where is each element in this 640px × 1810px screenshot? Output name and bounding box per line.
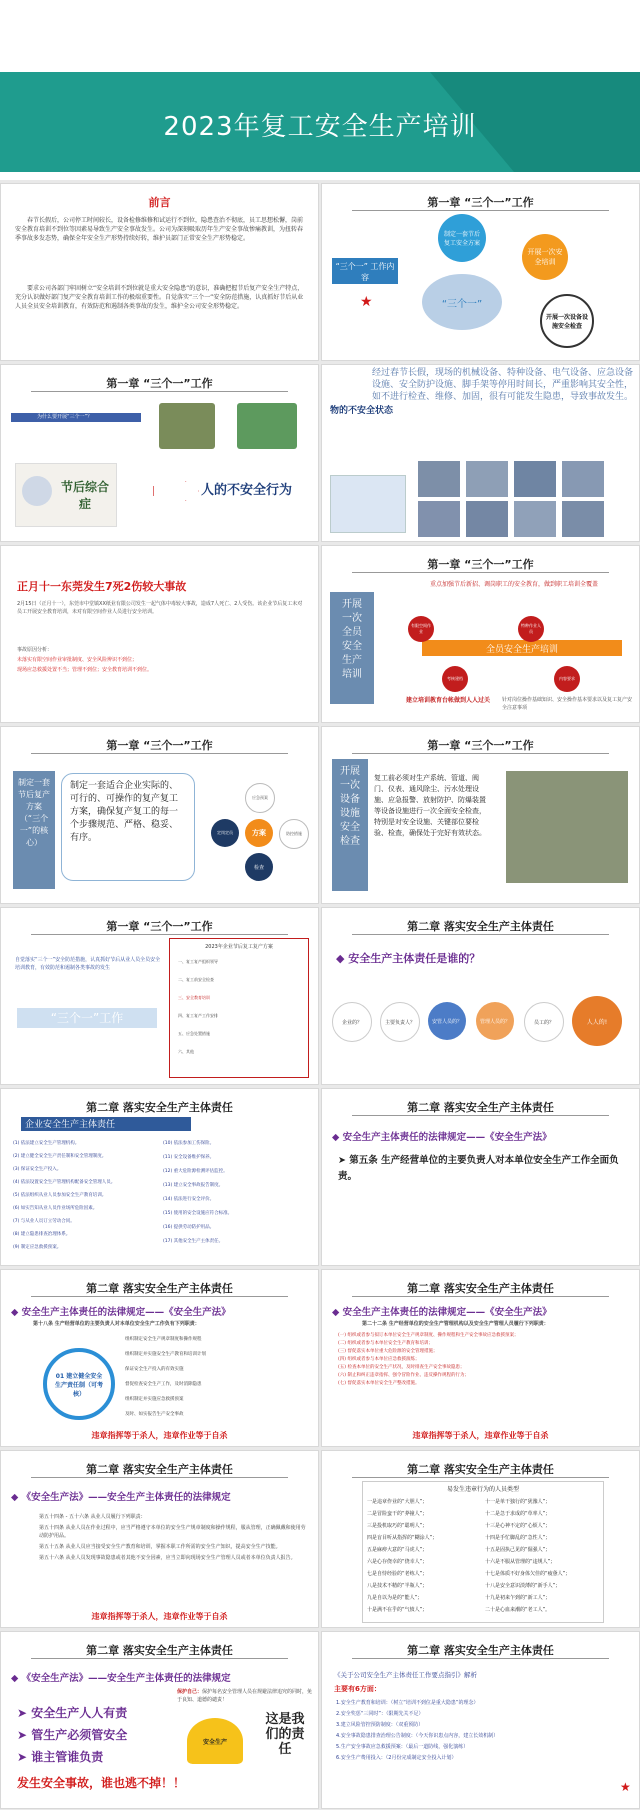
slide-title: 第二章 落实安全生产主体责任: [407, 1282, 554, 1295]
node-confined-space: [408, 616, 434, 642]
list-item: (3) 保证安全生产投入。: [13, 1167, 62, 1172]
training-top-note: 重点加强节后新招、调岗职工的安全教育，做到职工培训全覆盖: [430, 581, 599, 588]
slide-preface: [0, 183, 319, 361]
slide-enterprise-responsibility: [0, 1088, 319, 1266]
violator-item: 十八是安全意识淡薄的“新手人”；: [485, 1583, 561, 1589]
principle-3: ➤ 谁主管谁负责: [17, 1750, 104, 1764]
slide-accident-case: [0, 545, 319, 723]
plan-center-label: 方案: [252, 829, 266, 837]
slide-whose-responsibility: [321, 907, 640, 1085]
violator-item: 十七是体质不好身体欠佳的“疲惫人”；: [485, 1571, 571, 1577]
training-bottom-right: 针对岗位操作基础知识、安全操作基本要求以及复工复产安全注意事项: [502, 697, 633, 711]
slide-violator-types: [321, 1450, 640, 1628]
violator-item: 五是麻痹大意的“马虎人”；: [367, 1547, 428, 1553]
node-label: 特种作业人员: [521, 623, 541, 634]
arrow-icon: [153, 481, 199, 501]
list-item: (15) 使用的安全设施应符合标准。: [163, 1211, 233, 1216]
sleeping-figure: [22, 476, 52, 506]
slide-three-ones-overview: [321, 183, 640, 361]
node-label: 有限空间作业: [411, 623, 431, 634]
protect-note-head: 保护自己：: [177, 1689, 203, 1695]
slide-title: 第二章 落实安全生产主体责任: [407, 1463, 554, 1476]
slide-title: 第二章 落实安全生产主体责任: [86, 1101, 233, 1114]
title-rule: [31, 1477, 288, 1478]
syndrome-label: 节后综合症: [60, 480, 109, 511]
violator-item: 三是投机取巧的“聪明人”；: [367, 1523, 428, 1529]
guideline-item: 4.安全事故隐患排查治理公告制度：（今天你识患点内容，建立长效机制）: [336, 1733, 499, 1739]
violator-item: 四是盲目听从指挥的“糊涂人”；: [367, 1535, 438, 1541]
plan-center: [245, 819, 273, 847]
principle-text: 谁主管谁负责: [31, 1750, 104, 1764]
title-rule: [352, 753, 609, 754]
training-side-label: 开展一次全员安全生产培训: [330, 592, 374, 704]
list-item: (1) 依法建立安全生产管理机构。: [13, 1141, 80, 1146]
violator-item: 九是自以为是的“能人”；: [367, 1595, 423, 1601]
plan-circle: [438, 214, 486, 262]
plan-node-label: 防控措施: [286, 831, 302, 836]
doc-line-5: 五、应急处置措施: [178, 1031, 210, 1036]
slide-law-employees: [0, 1450, 319, 1628]
duty-item: 组织制定并实施应急救援预案: [125, 1397, 184, 1402]
why-banner: 为什么要开展“三个一”？: [11, 413, 141, 422]
guideline-item: 1.安全生产教育和培训：（树立“培训不到位是重大隐患”的理念）: [336, 1700, 479, 1706]
unsafe-behavior-label: 人的不安全行为: [201, 483, 293, 498]
list-item: 第五十五条 从业人员应当接受安全生产教育和培训，掌握本职工作所需的安全生产知识，提高安全生产技能。: [39, 1544, 281, 1550]
violator-item: 二是冒险蛮干的“莽撞人”；: [367, 1511, 428, 1517]
responsibility-system-label: 01 建立健全安全生产责任制（可考核）: [54, 1372, 103, 1398]
plan-node-measures: [279, 819, 309, 849]
duty-item: 督促检查安全生产工作，及时消除隐患: [125, 1382, 202, 1387]
option-label: 人人的!: [586, 1018, 608, 1026]
slide-title: 第二章 落实安全生产主体责任: [86, 1644, 233, 1657]
option-label: 员工的？: [533, 1019, 554, 1026]
protect-note-body: 保护每名安全管理人员在规避法律追究的同时，免于良知、道德的谴责！: [177, 1689, 313, 1703]
doc-line-3: 三、安全教育培训: [178, 995, 210, 1000]
principle-text: 安全生产人人有责: [31, 1706, 128, 1720]
guideline-item: 5.生产安全事故应急救援预案：（最后一道防线，强化演练）: [336, 1744, 469, 1750]
slide-why-three-ones: [0, 364, 319, 542]
violator-left-column: [367, 1496, 483, 1616]
plan-node-emergency: [245, 783, 275, 813]
slide-inspection: [321, 726, 640, 904]
worker-photo-5: [418, 501, 460, 537]
worker-photo-1: [418, 461, 460, 497]
slide-title: 第一章 “三个一”工作: [427, 558, 534, 571]
list-item: 第五十四条 从业人员在作业过程中，应当严格遵守本单位的安全生产规章制度和操作规程，服从管理，正确佩戴和使用劳动防护用品。: [39, 1525, 306, 1539]
slide-title: 第一章 “三个一”工作: [106, 920, 213, 933]
inspection-side-label: 开展一次设备设施安全检查: [332, 759, 368, 891]
list-item: (7) 与从业人员订立劳动合同。: [13, 1219, 75, 1224]
list-item: (16) 提供劳动防护用品。: [163, 1225, 215, 1230]
mahjong-image: [237, 403, 297, 449]
list-item: (六) 制止和纠正违章指挥、强令冒险作业、违反操作规程的行为；: [338, 1373, 469, 1378]
slide-title: 第二章 落实安全生产主体责任: [407, 1644, 554, 1657]
doc-line-4: 四、复工复产工作安排: [178, 1013, 218, 1018]
title-rule: [352, 572, 609, 573]
law-heading: ◆ 《安全生产法》——安全生产主体责任的法律规定: [11, 1673, 231, 1684]
title-rule: [352, 210, 609, 211]
guideline-intro: 《关于公司安全生产主体责任工作要点指引》解析: [334, 1671, 477, 1679]
law-heading-text: 安全生产主体责任的法律规定——《安全生产法》: [342, 1132, 552, 1143]
slide-training: [321, 545, 640, 723]
preface-paragraph-1: 春节长假后，公司停工时间较长，设备检修维修和试运行不到位，隐患查治不彻底，员工思想松懈，岗前安全教育培训不到位等因素易导致生产安全事故发生。公司为深刻吸取历年生产安全事故惨痛教训，为扭转春季事故多发态势，确保全年安全生产形势持续好转，维护员部门正常安全生产形势稳定。: [15, 217, 304, 242]
violator-item: 十一是单干独行的“犹豫人”；: [485, 1499, 551, 1505]
option-manager: [476, 1002, 514, 1040]
center-circle: [422, 274, 502, 330]
list-item: (17) 其他安全生产主体责任。: [163, 1239, 224, 1244]
violator-item: 十三是心神不定的“心烦人”；: [485, 1523, 551, 1529]
slogan: 违章指挥等于杀人，违章作业等于自杀: [412, 1431, 549, 1440]
violator-item: 二十是心血来潮的“老工人”。: [485, 1607, 551, 1613]
law-heading-text: 《安全生产法》——安全生产主体责任的法律规定: [21, 1492, 231, 1503]
question-heading: ◆ 安全生产主体责任是谁的？: [336, 952, 481, 965]
title-rule: [31, 753, 288, 754]
doc-line-2: 二、复工前安全检查: [178, 977, 214, 982]
violator-item: 十二是急于求成的“草率人”；: [485, 1511, 551, 1517]
node-label: 考核建档: [447, 676, 463, 681]
list-item: (12) 重大危险源检测评估监控。: [163, 1169, 228, 1174]
article-5: ➤ 第五条 生产经营单位的主要负责人对本单位安全生产工作全面负责。: [338, 1155, 619, 1182]
slide-plan: [0, 726, 319, 904]
slide-law-article-18: [0, 1269, 319, 1447]
violator-item: 一是违章作业的“大胆人”；: [367, 1499, 428, 1505]
training-center-label: 全员安全生产培训: [485, 645, 558, 655]
cause-1: 未落实有限空间作业审批制度、安全风险辨识不到位；: [17, 657, 138, 663]
option-safety-officer: [428, 1002, 466, 1040]
doc-title: 2023年企业节后复工复产方案: [205, 944, 273, 950]
slide-title: 第二章 落实安全生产主体责任: [86, 1282, 233, 1295]
plan-node-check: [245, 853, 273, 881]
star-icon: ★: [620, 1780, 631, 1794]
node-label: 内容要求: [559, 676, 575, 681]
violator-item: 七是自恃经验的“老练人”；: [367, 1571, 428, 1577]
guideline-subhead: 主要有6方面：: [334, 1685, 381, 1693]
training-circle: [522, 234, 568, 280]
option-principal: [380, 1002, 420, 1042]
plan-side-label: 制定一套节后复产方案（“三个一”的核心）: [13, 771, 55, 889]
right-list: [163, 1137, 309, 1249]
warning-footer: 发生安全事故，谁也逃不掉！！: [17, 1776, 186, 1790]
doc-line-1: 一、复工复产组织领导: [178, 959, 218, 964]
list-item: (14) 依法进行安全评价。: [163, 1197, 215, 1202]
list-item: (8) 建立隐患排查治理体系。: [13, 1232, 71, 1237]
option-enterprise: [332, 1002, 372, 1042]
inspection-body: 复工前必须对生产系统、管道、阀门、仪表、通风除尘、污水处理设施、应急报警、放射防护、防爆装置等设备设施进行一次全面安全检查，特别是对安全设施、关键部位要检验、检查，确保处于完好有效状态。: [374, 774, 486, 837]
question-text: 安全生产主体责任是谁的？: [348, 952, 481, 965]
cover-slide: [0, 0, 640, 180]
node-special-workers: [518, 616, 544, 642]
slide-guideline-analysis: [321, 1631, 640, 1809]
violator-item: 八是技术不精的“半瓶人”；: [367, 1583, 428, 1589]
safety-helmet-icon: [187, 1718, 243, 1764]
cause-heading: 事故原因分析：: [17, 647, 53, 653]
violator-item: 十五是固执己见的“倔强人”；: [485, 1547, 551, 1553]
option-everyone: [572, 996, 622, 1046]
slide-title: 第一章 “三个一”工作: [106, 739, 213, 752]
slide-unsafe-state: [321, 364, 640, 542]
slogan: 违章指挥等于杀人，违章作业等于自杀: [91, 1431, 228, 1440]
left-list: [13, 1137, 153, 1254]
plan-node-label: 应急预案: [252, 795, 268, 800]
law-heading-text: 安全生产主体责任的法律规定——《安全生产法》: [21, 1307, 231, 1318]
plan-node-label: 定岗定员: [217, 830, 233, 835]
list-item: (七) 督促落实本单位安全生产整改措施。: [338, 1381, 420, 1386]
preface-paragraph-2: 要求公司各部门牢固树立“安全培训不到位就是重大安全隐患”的意识，准确把握节后复产安全生产特点，充分认识做好部门复产安全教育培训工作的极端重要性。自觉落实“三个一”安全防范措施，认真抓好节后从业人员全员安全培训教育，有效防范和遏制各类事故的发生，维护全公司安全形势稳定。: [15, 285, 304, 310]
plan-node-label: 检查: [253, 864, 264, 871]
plan-document: [169, 938, 309, 1078]
list-item: (10) 依法参加工伤保险。: [163, 1141, 215, 1146]
list-item: (13) 建立安全事故报告制度。: [163, 1183, 224, 1188]
protect-note: [177, 1688, 313, 1704]
inspection-label: 开展一次设备设施安全检查: [545, 314, 588, 330]
inspection-circle: [540, 294, 594, 348]
law-heading-text: 安全生产主体责任的法律规定——《安全生产法》: [342, 1307, 552, 1318]
duties-list: [125, 1332, 311, 1422]
slide-title: 第二章 落实安全生产主体责任: [407, 1101, 554, 1114]
worker-photo-8: [562, 501, 604, 537]
guideline-list: [336, 1698, 622, 1764]
principle-1: ➤ 安全生产人人有责: [17, 1706, 128, 1720]
law-heading: ◆ 《安全生产法》——安全生产主体责任的法律规定: [11, 1492, 231, 1503]
list-item: 第五十四条 - 五十六条 从业人员履行下列职责：: [39, 1514, 146, 1520]
law-heading: ◆ 安全生产主体责任的法律规定——《安全生产法》: [11, 1307, 231, 1318]
violator-right-column: [485, 1496, 601, 1616]
slogan: 违章指挥等于杀人，违章作业等于自杀: [91, 1612, 228, 1621]
accident-heading: 正月十一东莞发生7死2伤较大事故: [17, 580, 187, 593]
inspection-photo: [506, 771, 628, 883]
principle-text: 管生产必须管安全: [31, 1728, 128, 1742]
node-content: [554, 666, 580, 692]
responsibility-header: 企业安全生产主体责任: [21, 1117, 191, 1131]
cover-title: 2023年复工安全生产培训: [163, 112, 477, 142]
title-rule: [352, 1296, 609, 1297]
responsibility-system-circle: [43, 1348, 115, 1420]
cause-2: 现场应急救援处置不当；管理不到位；安全教育培训不到位。: [17, 667, 153, 673]
option-label: 主要负责人？: [385, 1019, 416, 1026]
crowd-image: [159, 403, 215, 449]
title-rule: [352, 1658, 609, 1659]
violator-item: 十六是不服从管理的“违规人”；: [485, 1559, 556, 1565]
training-bottom-left: 建立培训教育台帐做到人人过关: [406, 697, 491, 704]
slide-title: 第二章 落实安全生产主体责任: [86, 1463, 233, 1476]
worker-photo-6: [466, 501, 508, 537]
title-rule: [352, 934, 609, 935]
worker-photo-3: [514, 461, 556, 497]
violator-item: 六是心存侥幸的“侥幸人”；: [367, 1559, 428, 1565]
violator-table: [362, 1481, 604, 1623]
plan-node-post: [211, 819, 239, 847]
unsafe-state-prefix: 物的不安全状态: [330, 403, 393, 416]
slide-law-article-5: [321, 1088, 640, 1266]
list-item: 第五十六条 从业人员发现事故隐患或者其他不安全因素，应当立即向现场安全生产管理人员或者本单位负责人报告。: [39, 1555, 296, 1561]
title-rule: [31, 1658, 288, 1659]
list-item: (11) 安全设备维护保养。: [163, 1155, 215, 1160]
helmet-label: 安全生产: [202, 1738, 227, 1746]
list-item: (二) 组织或者参与本单位安全生产教育和培训；: [338, 1341, 433, 1346]
list-item: (9) 制定应急救援预案。: [13, 1245, 62, 1250]
list-item: (一) 组织或者参与拟订本单位安全生产规章制度、操作规程和生产安全事故应急救援预案；: [338, 1333, 519, 1338]
violator-item: 十是满不在乎的“气愤人”；: [367, 1607, 428, 1613]
title-rule: [352, 1477, 609, 1478]
option-label: 管理人员的？: [480, 1018, 511, 1025]
title-rule: [31, 1296, 288, 1297]
title-rule: [352, 1115, 609, 1116]
title-rule: [31, 391, 288, 392]
list-item: (6) 如实告知从业人员作业场所危险因素。: [13, 1206, 98, 1211]
slide-title: 第一章 “三个一”工作: [427, 739, 534, 752]
star-icon: ★: [360, 294, 373, 310]
worker-photo-4: [562, 461, 604, 497]
content-label: “三个一” 工作内容: [332, 258, 398, 284]
plan-label: 制定一套节后复工安全方案: [443, 231, 480, 247]
guideline-item: 6.安全生产费用投入：（2月份完成制定安全投入计划）: [336, 1755, 457, 1761]
duty-item: 组织制定并实施安全生产教育和培训计划: [125, 1352, 206, 1357]
article-5-text: 第五条 生产经营单位的主要负责人对本单位安全生产工作全面负责。: [338, 1155, 619, 1182]
slide-title: 第二章 落实安全生产主体责任: [407, 920, 554, 933]
law-heading: ◆ 安全生产主体责任的法律规定——《安全生产法》: [332, 1307, 552, 1318]
slide-everyone-responsible: [0, 1631, 319, 1809]
guideline-item: 3.建立风险管控预防制度：（双重预防）: [336, 1722, 424, 1728]
list-item: (四) 组织或者参与本单位应急救援演练；: [338, 1357, 420, 1362]
law-heading-text: 《安全生产法》——安全生产主体责任的法律规定: [21, 1673, 231, 1684]
article-22-list: [338, 1332, 628, 1388]
option-label: 安管人员的？: [432, 1018, 463, 1025]
responsibility-stamp: 这是我们的责任: [265, 1712, 305, 1757]
worker-photo-7: [514, 501, 556, 537]
duty-item: 组织制定安全生产规章制度和操作规程: [125, 1337, 202, 1342]
preface-heading: 前言: [148, 196, 171, 209]
worker-photo-2: [466, 461, 508, 497]
list-item: (五) 检查本单位的安全生产状况，及时排查生产安全事故隐患；: [338, 1365, 465, 1370]
violator-item: 十四是手忙脚乱的“急性人”；: [485, 1535, 551, 1541]
plan-body: 制定一套适合企业实际的、可行的、可操作的复产复工方案，确保复产复工的每一个步骤规范、严格、稳妥、有序。: [61, 773, 195, 881]
accident-body: 2月15日（正月十一），东莞市中堂镇XX纸业有限公司发生一起气体中毒较大事故，造成7人死亡、2人受伤。该企业节后复工未对员工开展安全教育培训，未对有限空间作业人员进行安全培训。: [17, 601, 303, 615]
law-heading: ◆ 安全生产主体责任的法律规定——《安全生产法》: [332, 1132, 552, 1143]
option-label: 企业的？: [341, 1019, 362, 1026]
article-22-intro: 第二十二条 生产经营单位的安全生产管理机构以及安全生产管理人员履行下列职责：: [362, 1321, 549, 1327]
training-label: 开展一次安全培训: [527, 248, 563, 266]
cartoon-image: [330, 475, 406, 533]
option-employee: [524, 1002, 564, 1042]
slide-title: 第一章 “三个一”工作: [427, 196, 534, 209]
syndrome-illustration: [15, 463, 117, 527]
list-item: (三) 督促落实本单位重大危险源的安全管理措施；: [338, 1349, 438, 1354]
article-18-intro: 第十八条 生产经营单位的主要负责人对本单位安全生产工作负有下列职责：: [33, 1321, 200, 1327]
list-item: (4) 依法设置安全生产管理机构配备安全管理人员。: [13, 1180, 116, 1185]
three-ones-label: “三个一”工作: [17, 1008, 157, 1028]
doc-line-6: 六、其他: [178, 1049, 194, 1054]
list-item: (2) 建立健全安全生产责任制和安全管理制度。: [13, 1154, 107, 1159]
title-rule: [31, 934, 288, 935]
unsafe-state-text: 经过春节长假，现场的机械设备、特种设备、电气设备、应急设备设施、安全防护设施、脚手架等停用时间长，严重影响其安全性，如不进行检查、维修、加固，很有可能发生隐患，导致事故发生。: [372, 368, 634, 402]
measures-text: 自觉落实“三个一”安全防范措施，认真抓好节后从业人员全员安全培训教育，有效防范和遏制各类事故的发生: [15, 957, 161, 971]
principle-2: ➤ 管生产必须管安全: [17, 1728, 128, 1742]
slide-three-ones-plan-doc: [0, 907, 319, 1085]
node-assessment: [442, 666, 468, 692]
center-label: “三个一”: [441, 298, 483, 310]
slide-title: 第一章 “三个一”工作: [106, 377, 213, 390]
list-item: (5) 依法组织从业人员参加安全生产教育培训。: [13, 1193, 107, 1198]
violator-item: 十九是初来乍到的“新工人”；: [485, 1595, 551, 1601]
slide-law-article-22: [321, 1269, 640, 1447]
violator-header: 易发生违章行为的人员类型: [446, 1486, 519, 1493]
employee-duties: [39, 1513, 309, 1562]
duty-item: 及时、如实报告生产安全事故: [125, 1412, 184, 1417]
guideline-item: 2.安全奖惩“三同时”：（限期先关不足）: [336, 1711, 424, 1717]
duty-item: 保证安全生产投入的有效实施: [125, 1367, 184, 1372]
